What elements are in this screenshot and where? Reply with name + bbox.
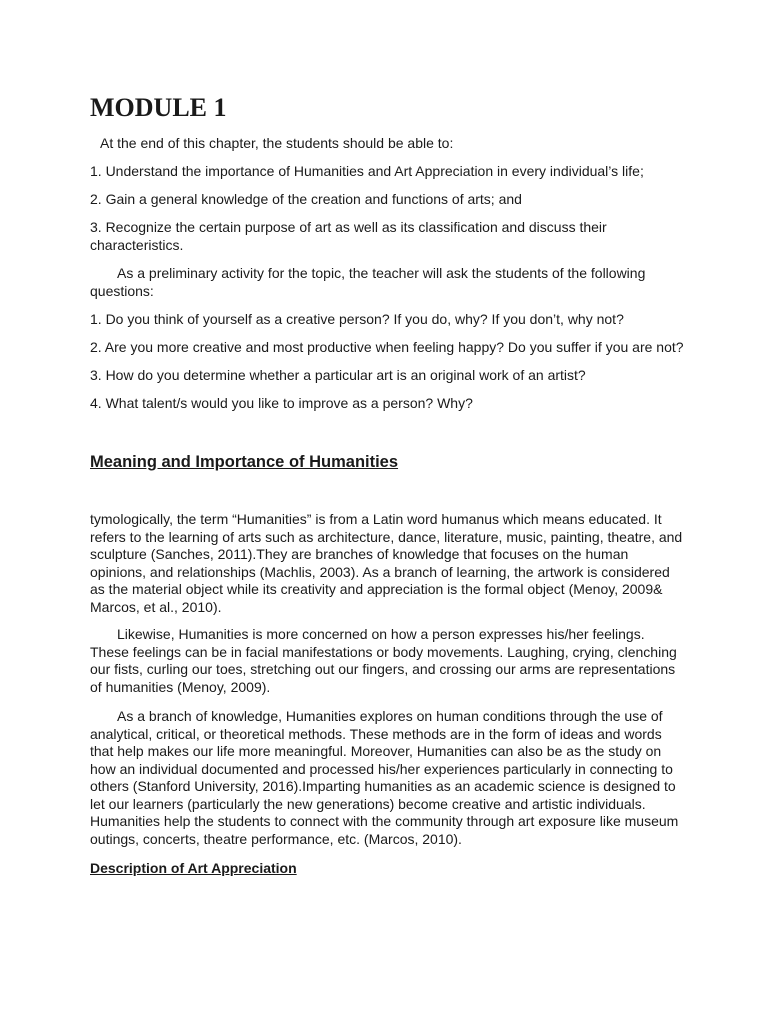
objectives-intro: At the end of this chapter, the students should be able to:	[100, 135, 454, 151]
paragraph-3-line: how an individual documented and processed his/her experiences particularly in connecting to	[90, 760, 673, 777]
subheading-art-appreciation: Description of Art Appreciation	[90, 860, 297, 876]
paragraph-3-line: that help makes our life more meaningful. Moreover, Humanities can also be as the study on	[90, 743, 662, 759]
paragraph-3	[90, 708, 678, 848]
paragraph-1-line: Marcos, et al., 2010).	[90, 598, 222, 615]
paragraph-1-line: opinions, and relationships (Machlis, 2003). As a branch of learning, the artwork is considered	[90, 563, 670, 580]
objective-2: 2. Gain a general knowledge of the creation and functions of arts; and	[90, 191, 522, 207]
question-4: 4. What talent/s would you like to improve as a person? Why?	[90, 395, 473, 411]
objective-1: 1. Understand the importance of Humanities and Art Appreciation in every individual’s life;	[90, 163, 644, 179]
activity-intro-line-2: questions:	[90, 282, 154, 299]
paragraph-2	[90, 626, 677, 696]
paragraph-1-line: sculpture (Sanches, 2011).They are branches of knowledge that focuses on the human	[90, 546, 629, 562]
objective-3-line-1: 3. Recognize the certain purpose of art as well as its classification and discuss their	[90, 219, 607, 235]
activity-intro-line-1: As a preliminary activity for the topic, the teacher will ask the students of the following	[117, 265, 646, 281]
objective-3	[90, 219, 607, 254]
module-title: MODULE 1	[90, 93, 227, 122]
question-3: 3. How do you determine whether a particular art is an original work of an artist?	[90, 367, 586, 383]
question-1: 1. Do you think of yourself as a creative person? If you do, why? If you don’t, why not?	[90, 311, 624, 327]
paragraph-2-line: These feelings can be in facial manifestations or body movements. Laughing, crying, clenching	[90, 643, 677, 660]
paragraph-3-line: Humanities help the students to connect with the community through art exposure like museum	[90, 813, 679, 829]
paragraph-1-line: as the material object while its creativity and appreciation is the formal object (Menoy, 2009&	[90, 581, 663, 597]
question-2: 2. Are you more creative and most productive when feeling happy? Do you suffer if you are not?	[90, 339, 684, 355]
paragraph-1	[90, 511, 682, 616]
paragraph-1-line: tymologically, the term “Humanities” is from a Latin word humanus which means educated. It	[90, 511, 662, 527]
paragraph-3-line: analytical, critical, or theoretical methods. These methods are in the form of ideas and words	[90, 725, 662, 742]
paragraph-3-line: As a branch of knowledge, Humanities explores on human conditions through the use of	[117, 708, 663, 724]
section-heading: Meaning and Importance of Humanities	[90, 453, 399, 471]
objective-3-line-2: characteristics.	[90, 236, 184, 253]
paragraph-3-line: outings, concerts, theatre performance, etc. (Marcos, 2010).	[90, 830, 462, 847]
paragraph-1-line: refers to the learning of arts such as architecture, dance, literature, music, painting, theatre, and	[90, 528, 683, 545]
paragraph-3-line: others (Stanford University, 2016).Imparting humanities as an academic science is designed to	[90, 778, 676, 794]
paragraph-2-line: of humanities (Menoy, 2009).	[90, 678, 271, 695]
paragraph-3-line: let our learners (particularly the new generations) become creative and artistic individuals.	[90, 795, 646, 812]
paragraph-2-line: Likewise, Humanities is more concerned on how a person expresses his/her feelings.	[117, 626, 645, 642]
paragraph-2-line: our fists, curling our toes, stretching out our fingers, and crossing our arms are representations	[90, 661, 676, 677]
activity-intro	[90, 265, 645, 300]
